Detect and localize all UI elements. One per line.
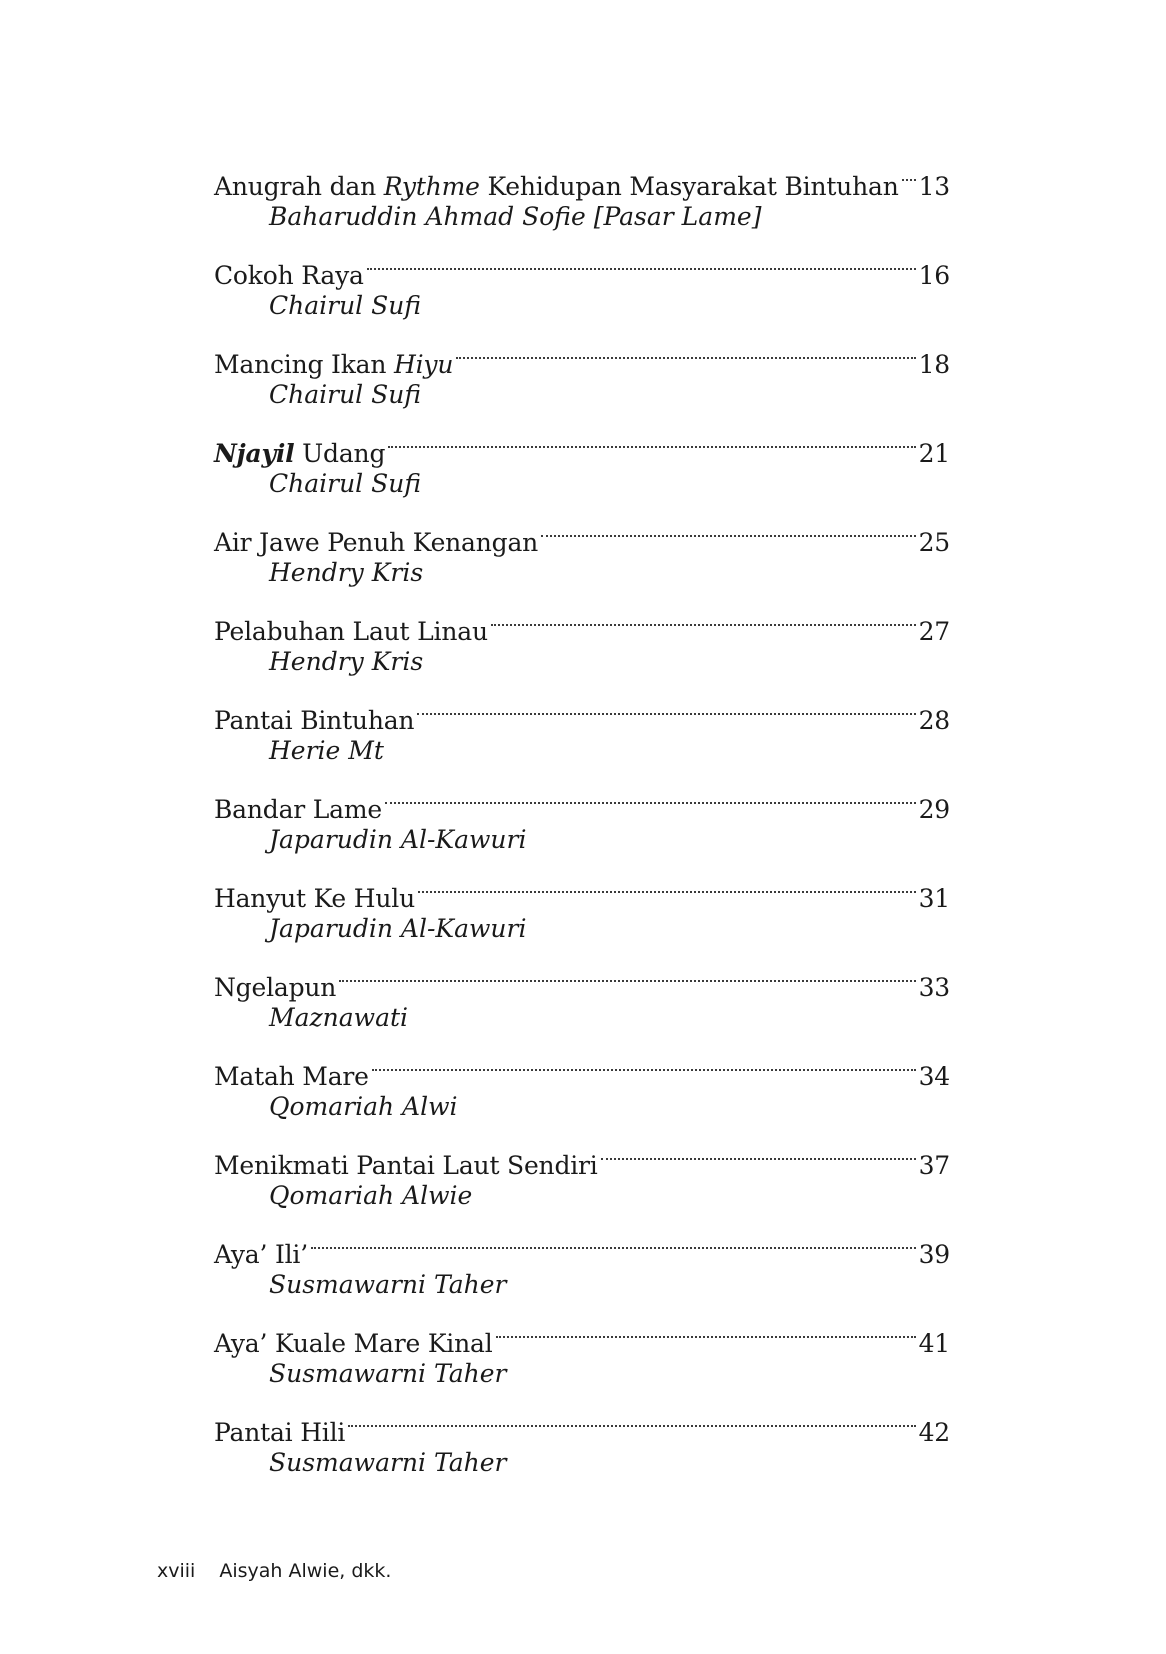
toc-title-fragment: Pelabuhan Laut Linau bbox=[214, 617, 488, 646]
page-footer bbox=[157, 1556, 391, 1586]
dot-leader bbox=[348, 1396, 915, 1441]
toc-title-line[interactable] bbox=[214, 1040, 950, 1091]
toc-page-number: 33 bbox=[918, 973, 950, 1002]
toc-entry bbox=[214, 1396, 950, 1485]
toc-title-line[interactable] bbox=[214, 595, 950, 646]
toc-title-fragment: Hanyut Ke Hulu bbox=[214, 884, 415, 913]
toc-entry bbox=[214, 684, 950, 773]
toc-entry bbox=[214, 951, 950, 1040]
toc-title-line[interactable] bbox=[214, 684, 950, 735]
toc-entry bbox=[214, 1307, 950, 1396]
toc-title-fragment: Kehidupan Masyarakat Bintuhan bbox=[479, 172, 899, 201]
toc-title-fragment: Ngelapun bbox=[214, 973, 337, 1002]
toc-author: Susmawarni Taher bbox=[269, 1270, 507, 1299]
toc-author: Hendry Kris bbox=[269, 558, 424, 587]
dot-leader bbox=[496, 1307, 916, 1352]
toc-author: Japarudin Al-Kawuri bbox=[269, 914, 527, 943]
toc-entry bbox=[214, 862, 950, 951]
toc-title-fragment: Matah Mare bbox=[214, 1062, 369, 1091]
dot-leader bbox=[456, 328, 915, 373]
toc-title-line[interactable] bbox=[214, 328, 950, 379]
toc-title-line[interactable] bbox=[214, 862, 950, 913]
toc-page-number: 39 bbox=[918, 1240, 950, 1269]
toc-entry bbox=[214, 417, 950, 506]
toc-entry bbox=[214, 1040, 950, 1129]
dot-leader bbox=[418, 862, 916, 907]
dot-leader bbox=[417, 684, 915, 729]
toc-page-number: 29 bbox=[918, 795, 950, 824]
toc-page-number: 25 bbox=[918, 528, 950, 557]
toc-entry bbox=[214, 328, 950, 417]
toc-title-line[interactable] bbox=[214, 1218, 950, 1269]
toc-entry bbox=[214, 150, 950, 239]
toc-entry bbox=[214, 239, 950, 328]
toc-author: Maznawati bbox=[269, 1003, 409, 1032]
toc-title-line[interactable] bbox=[214, 773, 950, 824]
toc-title-fragment: Hiyu bbox=[394, 350, 454, 379]
running-footer-text: Aisyah Alwie, dkk. bbox=[219, 1560, 392, 1582]
toc-author: Herie Mt bbox=[269, 736, 384, 765]
toc-title-line[interactable] bbox=[214, 1307, 950, 1358]
toc-page-number: 37 bbox=[918, 1151, 950, 1180]
toc-title-line[interactable] bbox=[214, 506, 950, 557]
dot-leader bbox=[541, 506, 916, 551]
toc-title-line[interactable] bbox=[214, 1129, 950, 1180]
toc-title-fragment: Menikmati Pantai Laut Sendiri bbox=[214, 1151, 598, 1180]
toc-entry bbox=[214, 1218, 950, 1307]
toc-author: Qomariah Alwi bbox=[269, 1092, 458, 1121]
toc-title-line[interactable] bbox=[214, 951, 950, 1002]
dot-leader bbox=[372, 1040, 916, 1085]
toc-entry bbox=[214, 506, 950, 595]
toc-page-number: 42 bbox=[918, 1418, 950, 1447]
toc-page-number: 31 bbox=[918, 884, 950, 913]
toc-title-fragment: Pantai Bintuhan bbox=[214, 706, 415, 735]
dot-leader bbox=[385, 773, 916, 818]
toc-page-number: 34 bbox=[918, 1062, 950, 1091]
toc-entry bbox=[214, 1129, 950, 1218]
toc-author: Qomariah Alwie bbox=[269, 1181, 473, 1210]
toc-page-number: 28 bbox=[918, 706, 950, 735]
toc-title-fragment: Rythme bbox=[383, 172, 480, 201]
toc-title-fragment: Mancing Ikan bbox=[214, 350, 395, 379]
toc-page-number: 41 bbox=[918, 1329, 950, 1358]
toc-title-line[interactable] bbox=[214, 239, 950, 290]
dot-leader bbox=[311, 1218, 916, 1263]
toc-page-number: 13 bbox=[918, 172, 950, 201]
toc-title-fragment: Cokoh Raya bbox=[214, 261, 364, 290]
dot-leader bbox=[491, 595, 916, 640]
toc-title-fragment: Aya’ Ili’ bbox=[214, 1240, 308, 1269]
toc-entry bbox=[214, 595, 950, 684]
toc-title-line[interactable] bbox=[214, 150, 950, 201]
dot-leader bbox=[388, 417, 915, 462]
toc-author: Chairul Sufi bbox=[269, 380, 422, 409]
toc-title-fragment: Njayil bbox=[214, 439, 295, 468]
table-of-contents bbox=[214, 150, 950, 1485]
toc-author: Japarudin Al-Kawuri bbox=[269, 825, 527, 854]
toc-title-line[interactable] bbox=[214, 417, 950, 468]
dot-leader bbox=[601, 1129, 916, 1174]
dot-leader bbox=[902, 150, 916, 195]
toc-entry bbox=[214, 773, 950, 862]
toc-title-fragment: Aya’ Kuale Mare Kinal bbox=[214, 1329, 493, 1358]
toc-title-fragment: Anugrah dan bbox=[214, 172, 384, 201]
toc-title-line[interactable] bbox=[214, 1396, 950, 1447]
page-number: xviii bbox=[157, 1560, 196, 1582]
toc-title-fragment: Air Jawe Penuh Kenangan bbox=[214, 528, 539, 557]
toc-page-number: 27 bbox=[918, 617, 950, 646]
toc-page-number: 18 bbox=[918, 350, 950, 379]
toc-page-number: 21 bbox=[918, 439, 950, 468]
toc-title-fragment: Pantai Hili bbox=[214, 1418, 346, 1447]
toc-title-fragment: Udang bbox=[294, 439, 386, 468]
toc-author: Susmawarni Taher bbox=[269, 1448, 507, 1477]
toc-author: Chairul Sufi bbox=[269, 291, 422, 320]
dot-leader bbox=[339, 951, 915, 996]
toc-page-number: 16 bbox=[918, 261, 950, 290]
dot-leader bbox=[367, 239, 916, 284]
toc-author: Hendry Kris bbox=[269, 647, 424, 676]
toc-title-fragment: Bandar Lame bbox=[214, 795, 382, 824]
toc-author: Susmawarni Taher bbox=[269, 1359, 507, 1388]
toc-author: Chairul Sufi bbox=[269, 469, 422, 498]
toc-author: Baharuddin Ahmad Sofie [Pasar Lame] bbox=[269, 202, 762, 231]
